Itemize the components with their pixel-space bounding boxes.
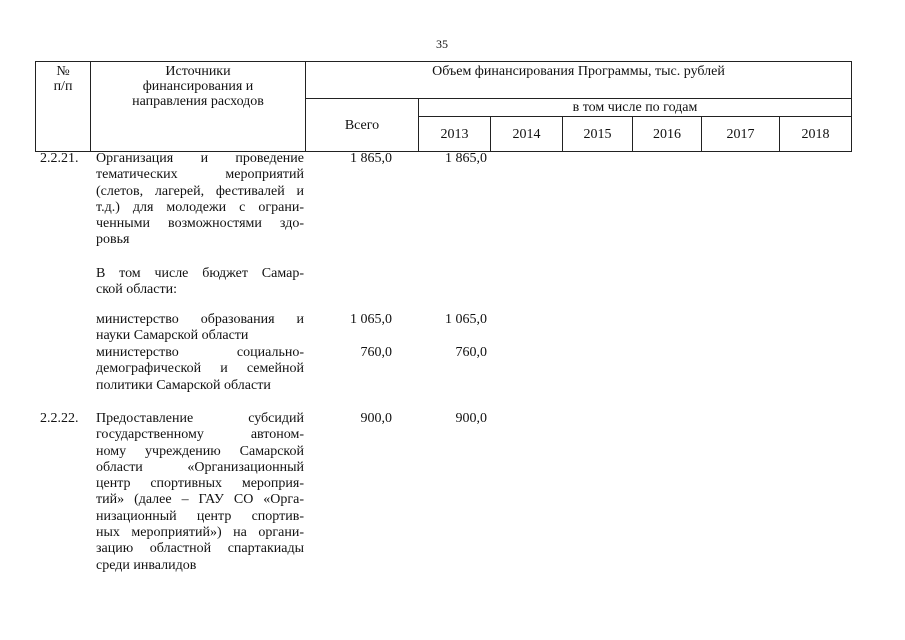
row-description bbox=[96, 411, 304, 574]
row-2013-value: 760,0 bbox=[455, 345, 487, 360]
header-source-column bbox=[91, 62, 306, 152]
description-line: ской области: bbox=[96, 282, 177, 298]
description-line: Организация и проведение bbox=[96, 151, 304, 166]
row-number: 2.2.21. bbox=[40, 151, 79, 166]
financing-table-header bbox=[35, 61, 852, 152]
description-line: науки Самарской области bbox=[96, 328, 249, 344]
description-line: Предоставление субсидий bbox=[96, 411, 304, 426]
description-line: тематических мероприятий bbox=[96, 167, 304, 183]
header-year-2017: 2017 bbox=[702, 117, 780, 152]
header-year-2016: 2016 bbox=[633, 117, 702, 152]
header-year-2015: 2015 bbox=[563, 117, 633, 152]
row-2013-value: 1 065,0 bbox=[445, 312, 487, 327]
row-total-value: 760,0 bbox=[360, 345, 392, 360]
description-line: министерство социально- bbox=[96, 345, 304, 360]
row-description bbox=[96, 345, 304, 394]
description-line: демографической и семейной bbox=[96, 361, 304, 377]
budget-subheading bbox=[96, 266, 304, 299]
row-description bbox=[96, 312, 304, 345]
description-line: области «Организационный bbox=[96, 459, 304, 475]
row-total-value: 900,0 bbox=[360, 411, 392, 426]
description-line: (слетов, лагерей, фестивалей и bbox=[96, 183, 304, 199]
row-description bbox=[96, 151, 304, 249]
row-2013-value: 900,0 bbox=[455, 411, 487, 426]
description-line: тий» (далее – ГАУ СО «Орга- bbox=[96, 492, 304, 508]
page-number: 35 bbox=[436, 37, 448, 51]
description-line: ровья bbox=[96, 232, 130, 248]
description-line: зацию областной спартакиады bbox=[96, 541, 304, 557]
header-year-2014: 2014 bbox=[491, 117, 563, 152]
header-volume-cell: Объем финансирования Программы, тыс. рублей bbox=[306, 62, 852, 99]
description-line: В том числе бюджет Самар- bbox=[96, 266, 304, 281]
header-year-2018: 2018 bbox=[780, 117, 852, 152]
description-line: среди инвалидов bbox=[96, 557, 197, 573]
header-number-label: № п/п bbox=[53, 64, 73, 94]
description-line: государственному автоном- bbox=[96, 427, 304, 443]
description-line: центр спортивных мероприя- bbox=[96, 476, 304, 492]
header-number-column bbox=[36, 62, 91, 152]
description-line: т.д.) для молодежи с ограни- bbox=[96, 199, 304, 215]
description-line: ному учреждению Самарской bbox=[96, 443, 304, 459]
description-line: политики Самарской области bbox=[96, 377, 271, 393]
description-line: низационный центр спортив- bbox=[96, 508, 304, 524]
header-year-2013: 2013 bbox=[419, 117, 491, 152]
header-source-label: Источники финансирования и направления расходов bbox=[132, 64, 264, 109]
description-line: ченными возможностями здо- bbox=[96, 216, 304, 232]
description-line: ных мероприятий») на органи- bbox=[96, 525, 304, 541]
row-number: 2.2.22. bbox=[40, 411, 79, 426]
row-total-value: 1 065,0 bbox=[350, 312, 392, 327]
row-2013-value: 1 865,0 bbox=[445, 151, 487, 166]
description-line: министерство образования и bbox=[96, 312, 304, 327]
header-including-years-cell: в том числе по годам bbox=[419, 99, 852, 117]
row-total-value: 1 865,0 bbox=[350, 151, 392, 166]
header-total-cell: Всего bbox=[306, 99, 419, 152]
